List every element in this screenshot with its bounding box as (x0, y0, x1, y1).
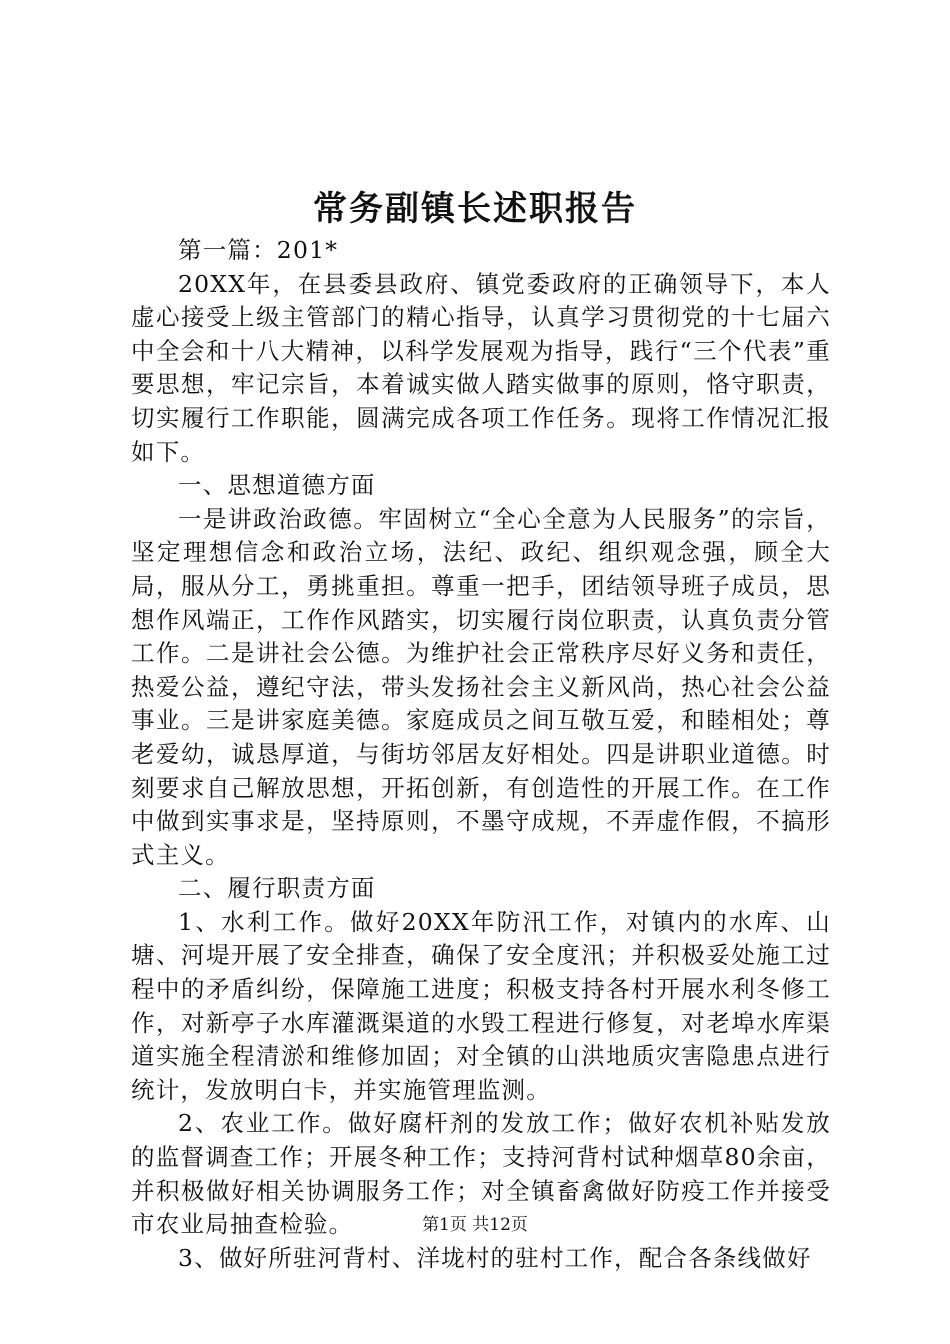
paragraph-ethics: 一是讲政治政德。牢固树立“全心全意为人民服务”的宗旨，坚定理想信念和政治立场，法纪、政纪、组织观念强，顾全大局，服从分工，勇挑重担。尊重一把手，团结领导班子成员，思想作风端正，工作作风踏实，切实履行岗位职责，认真负责分管工作。二是讲社会公德。为维护社会正常秩序尽好义务和责任，热爱公益，遵纪守法，带头发扬社会主义新风尚，热心社会公益事业。三是讲家庭美德。家庭成员之间互敬互爱，和睦相处；尊老爱幼，诚恳厚道，与街坊邻居友好相处。四是讲职业道德。时刻要求自己解放思想，开拓创新，有创造性的开展工作。在工作中做到实事求是，坚持原则，不墨守成规，不弄虚作假，不搞形式主义。 (131, 504, 831, 869)
paragraph-heading-first: 第一篇：201* (178, 236, 339, 264)
paragraph-water-work: 1、水利工作。做好20XX年防汛工作，对镇内的水库、山塘、河堤开展了安全排查，确保了安全度汛；并积极妥处施工过程中的矛盾纠纷，保障施工进度；积极支持各村开展水利冬修工作，对新亭子水库灌溉渠道的水毁工程进行修复，对老埠水库渠道实施全程清淤和维修加固；对全镇的山洪地质灾害隐患点进行统计，发放明白卡，并实施管理监测。 (131, 907, 831, 1104)
document-body (131, 234, 831, 1275)
document-title: 常务副镇长述职报告 (313, 189, 637, 229)
paragraph-village-work: 3、做好所驻河背村、洋垅村的驻村工作，配合各条线做好 (178, 1243, 812, 1272)
section-heading-ethics: 一、思想道德方面 (178, 471, 376, 500)
page-number-footer: 第1页 共12页 (422, 1215, 528, 1235)
paragraph-agriculture-work: 2、农业工作。做好腐杆剂的发放工作；做好农机补贴发放的监督调查工作；开展冬种工作；支持河背村试种烟草80余亩，并积极做好相关协调服务工作；对全镇畜禽做好防疫工作并接受市农业局抽查检验。 (131, 1109, 831, 1239)
paragraph-intro: 20XX年，在县委县政府、镇党委政府的正确领导下，本人虚心接受上级主管部门的精心指导，认真学习贯彻党的十七届六中全会和十八大精神，以科学发展观为指导，践行“三个代表”重要思想，牢记宗旨，本着诚实做人踏实做事的原则，恪守职责，切实履行工作职能，圆满完成各项工作任务。现将工作情况汇报如下。 (131, 269, 831, 466)
section-heading-duties: 二、履行职责方面 (178, 874, 376, 903)
